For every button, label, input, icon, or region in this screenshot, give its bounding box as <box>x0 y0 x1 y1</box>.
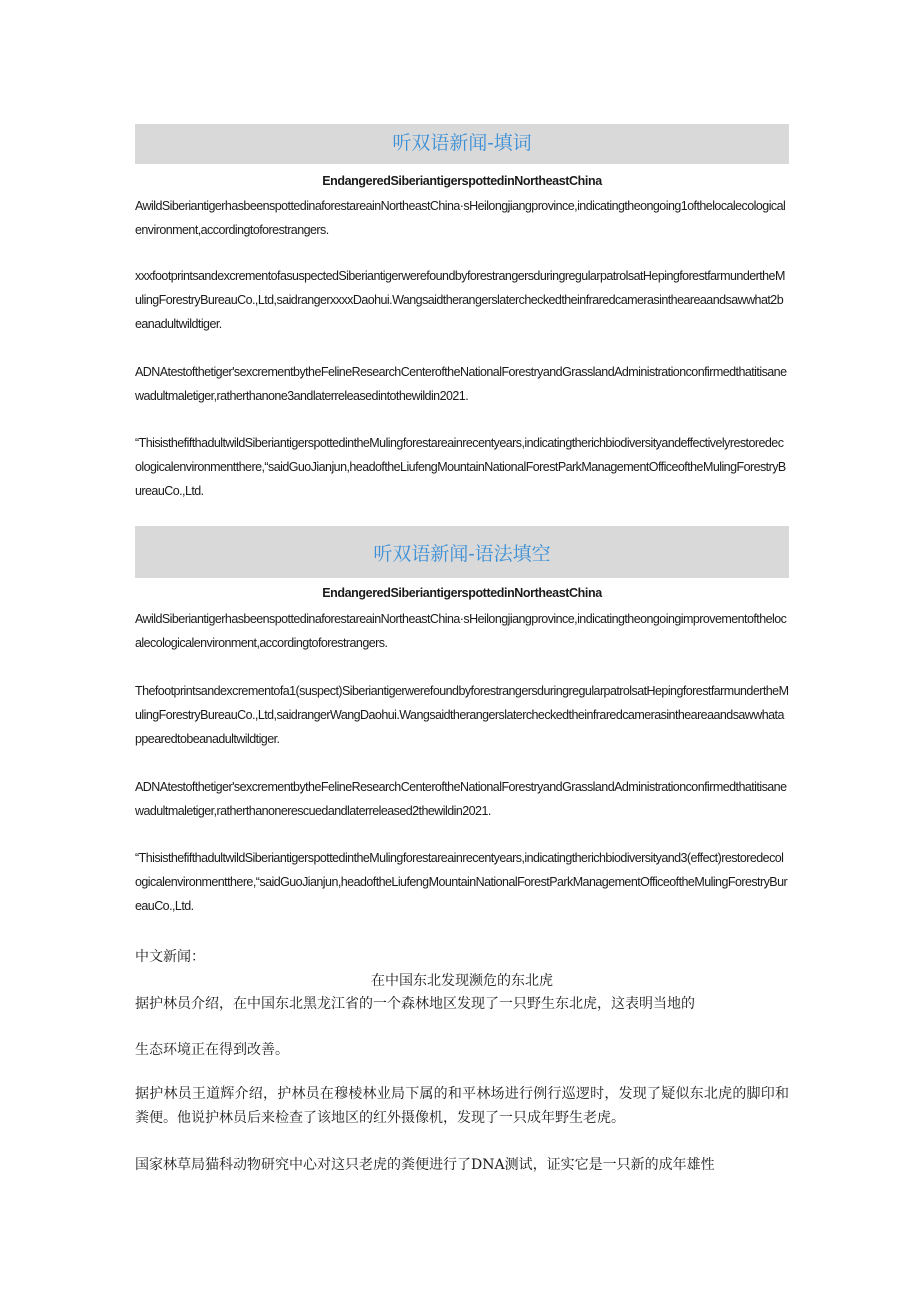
section2-paragraph: Thefootprintsandexcrementofa1(suspect)SiberiantigerwerefoundbyforestrangersduringregularpatrolsatHepingforestfarmundertheMulingForestryBureauCo.,Ltd,saidrangerWangDaohui.Wangsaidtherangerslatercheckedtheinfraredcamerasintheareaandsawwhatappearedtobeanadultwildtiger. <box>135 684 789 746</box>
chinese-paragraph: 国家林草局猫科动物研究中心对这只老虎的粪便进行了DNA测试，证实它是一只新的成年雄性 <box>135 1157 715 1173</box>
section1-paragraph: xxxfootprintsandexcrementofasuspectedSiberiantigerwerefoundbyforestrangersduringregularpatrolsatHepingforestfarmundertheMulingForestryBureauCo.,Ltd,saidrangerxxxxDaohui.Wangsaidtherangerslatercheckedtheinfraredcamerasintheareaandsawwhat2beanadultwildtiger. <box>135 269 785 331</box>
chinese-news-label: 中文新闻： <box>135 948 205 964</box>
section1-paragraph: ADNAtestofthetiger'sexcrementbytheFelineResearchCenteroftheNationalForestryandGrasslandAdministrationconfirmedthatitisanewadultmaletiger,ratherthanone3andlaterreleasedintothewildin2021. <box>135 365 787 403</box>
chinese-paragraph: 据护林员介绍，在中国东北黑龙江省的一个森林地区发现了一只野生东北虎，这表明当地的 <box>135 996 695 1012</box>
section1-title: EndangeredSiberiantigerspottedinNortheastChina <box>322 174 602 188</box>
chinese-paragraph: 据护林员王道辉介绍，护林员在穆棱林业局下属的和平林场进行例行巡逻时，发现了疑似东北虎的脚印和粪便。他说护林员后来检查了该地区的红外摄像机，发现了一只成年野生老虎。 <box>135 1086 789 1126</box>
section1-paragraph: “ThisisthefifthadultwildSiberiantigerspottedintheMulingforestareainrecentyears,indicatingtherichbiodiversityandeffectivelyrestoredecologicalenvironmentthere,“saidGuoJianjun,headoftheLiufengMountainNationalForestParkManagementOfficeoftheMulingForestryBureauCo.,Ltd. <box>135 436 786 498</box>
section1-heading: 听双语新闻-填词 <box>135 124 789 164</box>
section1-paragraph: AwildSiberiantigerhasbeenspottedinaforestareainNortheastChina·sHeilongjiangprovince,indicatingtheongoing1ofthelocalecologicalenvironment,accordingtoforestrangers. <box>135 199 786 237</box>
chinese-news-title: 在中国东北发现濒危的东北虎 <box>371 972 553 988</box>
section2-heading: 听双语新闻-语法填空 <box>135 526 789 578</box>
section2-paragraph: AwildSiberiantigerhasbeenspottedinaforestareainNortheastChina·sHeilongjiangprovince,indicatingtheongoingimprovementofthelocalecologicalenvironment,accordingtoforestrangers. <box>135 612 787 650</box>
section2-title: EndangeredSiberiantigerspottedinNortheastChina <box>322 586 602 600</box>
section2-paragraph: ADNAtestofthetiger'sexcrementbytheFelineResearchCenteroftheNationalForestryandGrasslandAdministrationconfirmedthatitisanewadultmaletiger,ratherthanonerescuedandlaterreleased2thewildin2021. <box>135 780 787 818</box>
section2-paragraph: “ThisisthefifthadultwildSiberiantigerspottedintheMulingforestareainrecentyears,indicatingtherichbiodiversityand3(effect)restoredecologicalenvironmentthere,“saidGuoJianjun,headoftheLiufengMountainNationalForestParkManagementOfficeoftheMulingForestryBureauCo.,Ltd. <box>135 851 788 913</box>
chinese-paragraph: 生态环境正在得到改善。 <box>135 1042 289 1058</box>
